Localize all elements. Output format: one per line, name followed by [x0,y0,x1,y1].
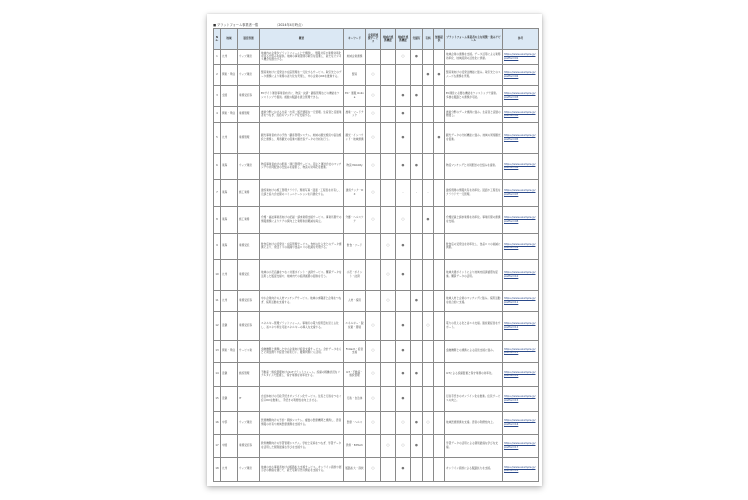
row-number: 6 [214,153,221,179]
check-mark-cell [381,206,396,233]
table-row [214,179,539,206]
keyword-cell: 行政・自治体 [344,386,366,411]
check-mark-cell: ○ [381,434,396,457]
column-header: 概要 [260,29,344,50]
table-row [214,122,539,153]
description-cell: 地域の小売店舗をつなぐ共通ポイント・決済サービス。購買データを活用した販促支援や、地域内での経済循環の促進を行う。 [260,259,344,290]
check-mark-cell: ● [396,153,411,179]
description-cell: 不動産・施設管理向けのIoTプラットフォーム。設備の稼働状況をリアルタイムで監視し、保守業務を効率化する。 [260,362,344,386]
check-mark-cell: ● [396,457,411,481]
check-mark-cell [381,386,396,411]
check-mark-cell [366,259,381,290]
region-cell: 九州 [221,259,238,290]
check-mark-cell [381,106,396,122]
region-cell: 近畿 [221,362,238,386]
check-mark-cell [381,362,396,386]
keyword-cell: Fintech・経営支援 [344,340,366,362]
type-cell: 業務管理 [238,122,260,153]
column-header: No. [214,29,221,50]
description-cell: エネルギー管理プラットフォーム。事業所の電力使用量を見える化し、省エネや再生可能エネルギーの導入を支援する。 [260,311,344,340]
keyword-cell: 建設テック・DX [344,179,366,206]
description-cell: 地域の中小事業者向けの販路拡大支援サービス。オンライン商談や展示会の開催を通じて、新たな取引先の開拓を支援する。 [260,457,344,481]
check-mark-cell: ● [411,434,423,457]
check-mark-cell: ○ [366,64,381,85]
type-cell: 業務受託等 [238,311,260,340]
check-mark-cell: ● [396,386,411,411]
check-mark-cell [411,233,423,259]
check-mark-cell: ○ [366,311,381,340]
check-mark-cell: ○ [381,233,396,259]
region-cell: 東海 [221,179,238,206]
column-header: 実績有 [411,29,423,50]
reference-link[interactable]: https://www.example.jp/platform10 [503,259,539,290]
column-header: 地域外連携機能 [396,29,411,50]
column-header: 地域 [221,29,238,50]
check-mark-cell [434,311,445,340]
check-mark-cell: ○ [366,179,381,206]
feature-cell: 地域人材と企業のマッチングに強み。採用活動を総合的に支援。 [445,290,503,311]
check-mark-cell [411,311,423,340]
type-cell: ウェブ運営 [238,49,260,64]
check-mark-cell [381,85,396,106]
check-mark-cell [381,153,396,179]
type-cell: 業務受託等 [238,434,260,457]
region-cell: 関東・甲信 [221,106,238,122]
check-mark-cell: ○ [381,290,396,311]
type-cell: ウェブ運営 [238,411,260,434]
check-mark-cell: ● [396,233,411,259]
check-mark-cell [366,233,381,259]
feature-cell: 製造業向けの受発注機能に強み。取引先とのスムーズな連携を実現。 [445,64,503,85]
region-cell: 関東・甲信 [221,64,238,85]
check-mark-cell [381,64,396,85]
feature-cell: オンライン商談による販路拡大を支援。 [445,457,503,481]
column-header: 無料提供 [434,29,445,50]
platform-table [213,28,539,482]
region-cell: 中部 [221,411,238,434]
keyword-cell: 医療・ヘルス [344,411,366,434]
check-mark-cell: ● [396,362,411,386]
check-mark-cell [423,362,434,386]
column-header: キーワード [344,29,366,50]
check-mark-cell [411,122,423,153]
check-mark-cell: ○ [366,411,381,434]
type-cell: 業務受託 [238,233,260,259]
check-mark-cell [434,411,445,434]
check-mark-cell: ● [423,64,434,85]
row-number: 4 [214,106,221,122]
check-mark-cell: ○ [423,411,434,434]
region-cell: 近畿 [221,311,238,340]
check-mark-cell: ● [396,122,411,153]
feature-cell: 物流マッチングと共同配送の仕組みを提供。 [445,153,503,179]
column-header: プラットフォーム事業者の主な特徴・強みアピール [445,29,503,50]
check-mark-cell: ● [434,122,445,153]
feature-cell: 地域共通ポイントにより地域内経済循環を促進。購買データの活用。 [445,259,503,290]
check-mark-cell: ○ [381,259,396,290]
feature-cell: 行政手続きのオンライン化を推進。住民サービスの向上。 [445,386,503,411]
region-cell: 九州 [221,122,238,153]
table-row [214,340,539,362]
region-cell: 九州 [221,290,238,311]
check-mark-cell: - [411,179,423,206]
check-mark-cell [381,340,396,362]
table-row [214,434,539,457]
row-number: 2 [214,64,221,85]
region-cell: 東海 [221,233,238,259]
reference-link[interactable]: https://www.example.jp/platform17 [503,434,539,457]
check-mark-cell [411,457,423,481]
check-mark-cell [434,434,445,457]
check-mark-cell [434,85,445,106]
check-mark-cell [411,259,423,290]
column-header: 地域内連携機能 [381,29,396,50]
check-mark-cell: ○ [366,362,381,386]
row-number: 15 [214,386,221,411]
check-mark-cell: ● [423,206,434,233]
keyword-cell: 小売・ポイント・決済 [344,259,366,290]
check-mark-cell [423,259,434,290]
check-mark-cell [434,49,445,64]
reference-link[interactable]: https://www.example.jp/platform14 [503,362,539,386]
check-mark-cell [366,434,381,457]
description-cell: 金融機関と連携した中小企業向け経営支援サービス。会計データをもとに資金繰りや経営分析を行い、融資判断にも活用。 [260,340,344,362]
keyword-cell: 人材・採用 [344,290,366,311]
keyword-cell: エネルギー・脱炭素・環境 [344,311,366,340]
check-mark-cell [411,64,423,85]
check-mark-cell [423,340,434,362]
check-mark-cell: ○ [366,106,381,122]
check-mark-cell [411,206,423,233]
reference-link[interactable]: https://www.example.jp/platform06 [503,153,539,179]
region-cell: 関東・甲信 [221,340,238,362]
check-mark-cell [396,290,411,311]
feature-cell: IoTによる設備監視と保守業務の効率化。 [445,362,503,386]
keyword-cell: 教育・EdTech [344,434,366,457]
check-mark-cell: ○ [396,434,411,457]
table-row [214,386,539,411]
column-header: 有料 [423,29,434,50]
check-mark-cell: ● [411,290,423,311]
keyword-cell: 介護・ヘルスケア [344,206,366,233]
row-number: 12 [214,311,221,340]
check-mark-cell: - [396,179,411,206]
column-header: 企業間連携サービス [366,29,381,50]
description-cell: 建設業向けの施工管理クラウド。現場写真・図面・工程表を共有し、元請と協力会社間のコミュニケーションを円滑化する。 [260,179,344,206]
description-cell: 飲食店向けの受発注・在庫管理サービス。食材の仕入先とのデータ連携により、発注ミスの削減や食品ロスの低減を実現する。 [260,233,344,259]
table-header-row [214,29,539,50]
check-mark-cell [434,259,445,290]
reference-link[interactable]: https://www.example.jp/platform16 [503,411,539,434]
feature-cell: 電力の見える化と省エネ支援。脱炭素経営をサポート。 [445,311,503,340]
table-caption [213,22,320,27]
check-mark-cell [434,106,445,122]
keyword-cell: IoT・不動産・施設管理 [344,362,366,386]
check-mark-cell: - [423,179,434,206]
reference-link[interactable]: https://www.example.jp/platform04 [503,106,539,122]
row-number: 1 [214,49,221,64]
caption-date: （2024年4月時点） [275,23,305,27]
description-cell: 自治体向けの行政手続きオンライン化サービス。住民と行政をつなぐ窓口DXを推進し、手続きの利便性を向上させる。 [260,386,344,411]
row-number: 18 [214,457,221,481]
feature-cell: 地域医療連携を支援。患者の利便性向上。 [445,411,503,434]
reference-link[interactable]: https://www.example.jp/platform02 [503,64,539,85]
region-cell: 中国 [221,434,238,457]
check-mark-cell [423,233,434,259]
check-mark-cell [423,122,434,153]
description-cell: 教育機関向けの学習管理システム。学校と家庭をつなぎ、学習データを活用した個別最適な学びを支援する。 [260,434,344,457]
check-mark-cell [411,340,423,362]
check-mark-cell [434,457,445,481]
check-mark-cell [434,206,445,233]
feature-cell: 金融機関との連携による経営支援に強み。 [445,340,503,362]
table-row [214,311,539,340]
row-number: 9 [214,233,221,259]
feature-cell: 地域企業の連携を支援。データ活用による業務効率化、地域経済の活性化に貢献。 [445,49,503,64]
check-mark-cell [423,49,434,64]
table-row [214,411,539,434]
feature-cell: 観光データの分析機能に強み。地域の周遊観光を促進。 [445,122,503,153]
reference-link[interactable]: https://www.example.jp/platform13 [503,340,539,362]
check-mark-cell: ○ [396,49,411,64]
check-mark-cell: ● [411,49,423,64]
row-number: 5 [214,122,221,153]
description-cell: 医療機関向けの予約・問診システム。複数の医療機関と連携し、患者情報の共有や地域医療連携を支援する。 [260,411,344,434]
keyword-cell: 地域企業連携 [344,49,366,64]
check-mark-cell [434,386,445,411]
column-header: 運営形態 [238,29,260,50]
keyword-cell: 観光・インバウンド・地域連携 [344,122,366,153]
type-cell: 施設管理 [238,362,260,386]
row-number: 13 [214,340,221,362]
row-number: 14 [214,362,221,386]
check-mark-cell [423,290,434,311]
keyword-cell: 農業・フードテック [344,106,366,122]
reference-link[interactable]: https://www.example.jp/platform12 [503,311,539,340]
check-mark-cell [366,49,381,64]
table-row [214,64,539,85]
description-cell: 地域内の企業がプラットフォーム上で連携し、情報共有や業務効率化を図る仕組みを提供。地域の事業者間の取引を促進し、新たなビジネス機会を創出する。 [260,49,344,64]
keyword-cell: EC・通販 Online [344,85,366,106]
reference-link[interactable]: https://www.example.jp/platform01 [503,49,539,64]
caption-title: ■ プラットフォーム事業者一覧 [213,23,259,27]
description-cell: 中小企業向けの人材マッチングサービス。地域の求職者と企業をつなぎ、採用活動を支援する。 [260,290,344,311]
check-mark-cell [423,434,434,457]
check-mark-cell: ○ [396,411,411,434]
table-row [214,290,539,311]
document-page [207,14,542,486]
region-cell: 九州 [221,457,238,481]
check-mark-cell [381,311,396,340]
feature-cell: 建設現場の情報共有を効率化。図面や工程表をクラウドで一元管理。 [445,179,503,206]
type-cell: IT [238,386,260,411]
region-cell: 九州 [221,49,238,64]
check-mark-cell: ● [396,106,411,122]
type-cell: サービス業 [238,340,260,362]
type-cell: ウェブ運営 [238,457,260,481]
check-mark-cell: ● [411,153,423,179]
check-mark-cell: ● [396,311,411,340]
check-mark-cell: ○ [366,153,381,179]
check-mark-cell: ○ [366,340,381,362]
type-cell: ウェブ運営 [238,64,260,85]
reference-link[interactable]: https://www.example.jp/platform07 [503,179,539,206]
table-row [214,85,539,106]
check-mark-cell [366,290,381,311]
column-header: 参考 [503,29,539,50]
row-number: 17 [214,434,221,457]
region-cell: 全国 [221,85,238,106]
check-mark-cell [381,457,396,481]
table-row [214,233,539,259]
check-mark-cell: ● [434,64,445,85]
reference-link[interactable]: https://www.example.jp/platform15 [503,386,539,411]
check-mark-cell [396,64,411,85]
description-cell: 介護・福祉事業者向けの記録・請求業務支援サービス。事業所間での情報連携によりケアの質向上と業務負担軽減を両立。 [260,206,344,233]
check-mark-cell: ○ [366,122,381,153]
description-cell: 物流事業者向けの配車・運行管理サービス。荷主と運送会社のマッチングや共同配送の仕組みを提供し、物流の効率化を推進。 [260,153,344,179]
type-cell: 業務受託等 [238,85,260,106]
check-mark-cell: ○ [423,311,434,340]
check-mark-cell [434,153,445,179]
row-number: 16 [214,411,221,434]
type-cell: 施工業務 [238,206,260,233]
description-cell: 製造業向けに受発注や在庫管理を一元化するサービス。取引先とのデータ連携により業務の省力化を実現し、中小企業のDXを推進する。 [260,64,344,85]
keyword-cell: 飲食・フード [344,233,366,259]
keyword-cell: 製造 [344,64,366,85]
check-mark-cell [423,153,434,179]
table-body [214,49,539,481]
region-cell: 近畿 [221,386,238,411]
row-number: 8 [214,206,221,233]
keyword-cell: 物流 Mobility [344,153,366,179]
check-mark-cell [434,179,445,206]
check-mark-cell [434,362,445,386]
check-mark-cell [423,386,434,411]
row-number: 10 [214,259,221,290]
check-mark-cell: ● [411,362,423,386]
feature-cell: EC運営に必要な機能をワンストップで提供。多様な販路との連携が可能。 [445,85,503,106]
check-mark-cell [434,290,445,311]
row-number: 11 [214,290,221,311]
check-mark-cell [411,386,423,411]
reference-link[interactable]: https://www.example.jp/platform18 [503,457,539,481]
check-mark-cell: ○ [366,206,381,233]
check-mark-cell: ○ [396,206,411,233]
type-cell: 業務受託 [238,259,260,290]
reference-link[interactable]: https://www.example.jp/platform05 [503,122,539,153]
check-mark-cell [423,85,434,106]
description-cell: 観光事業者向けの予約・顧客管理システム。地域の観光施設や宿泊施設と連携し、周遊観光の促進や観光客データの分析を行う。 [260,122,344,153]
description-cell: ECサイト運営事業者向けに、物流・決済・顧客管理などの機能をワンストップで提供。複数の販路を統合管理できる。 [260,85,344,106]
type-cell: 業務受託等 [238,290,260,311]
type-cell: ウェブ運営 [238,153,260,179]
check-mark-cell [423,457,434,481]
reference-link[interactable]: https://www.example.jp/platform08 [503,206,539,233]
check-mark-cell: ● [396,85,411,106]
feature-cell: 介護記録と請求業務を効率化。事業所間の連携を支援。 [445,206,503,233]
feature-cell: 飲食店の受発注を効率化し、食品ロスの削減に貢献。 [445,233,503,259]
reference-link[interactable]: https://www.example.jp/platform11 [503,290,539,311]
keyword-cell: 販路拡大・商談 [344,457,366,481]
table-row [214,206,539,233]
check-mark-cell: ● [396,340,411,362]
table-row [214,362,539,386]
reference-link[interactable]: https://www.example.jp/platform03 [503,85,539,106]
check-mark-cell: ● [411,411,423,434]
row-number: 7 [214,179,221,206]
table-row [214,457,539,481]
type-cell: 業務管理 [238,106,260,122]
check-mark-cell: ○ [366,386,381,411]
type-cell: 施工業務 [238,179,260,206]
table-row [214,49,539,64]
check-mark-cell: ○ [366,85,381,106]
check-mark-cell [434,340,445,362]
check-mark-cell [411,106,423,122]
check-mark-cell [381,179,396,206]
check-mark-cell [381,411,396,434]
table-row [214,106,539,122]
reference-link[interactable]: https://www.example.jp/platform09 [503,233,539,259]
check-mark-cell [423,106,434,122]
check-mark-cell: ● [396,259,411,290]
feature-cell: 農業分野のデータ連携に強み。生産者と流通の橋渡し。 [445,106,503,122]
region-cell: 東海 [221,153,238,179]
feature-cell: 学習データの活用による個別最適な学びを支援。 [445,434,503,457]
check-mark-cell [434,233,445,259]
table-row [214,259,539,290]
check-mark-cell [381,122,396,153]
check-mark-cell [381,49,396,64]
description-cell: 農業分野における生産・出荷・販売情報を一元管理。生産者と流通業者をつなぎ、需給のマッチングを支援する。 [260,106,344,122]
row-number: 3 [214,85,221,106]
check-mark-cell: ○ [366,457,381,481]
region-cell: 東海 [221,206,238,233]
table-row [214,153,539,179]
check-mark-cell: ● [411,85,423,106]
